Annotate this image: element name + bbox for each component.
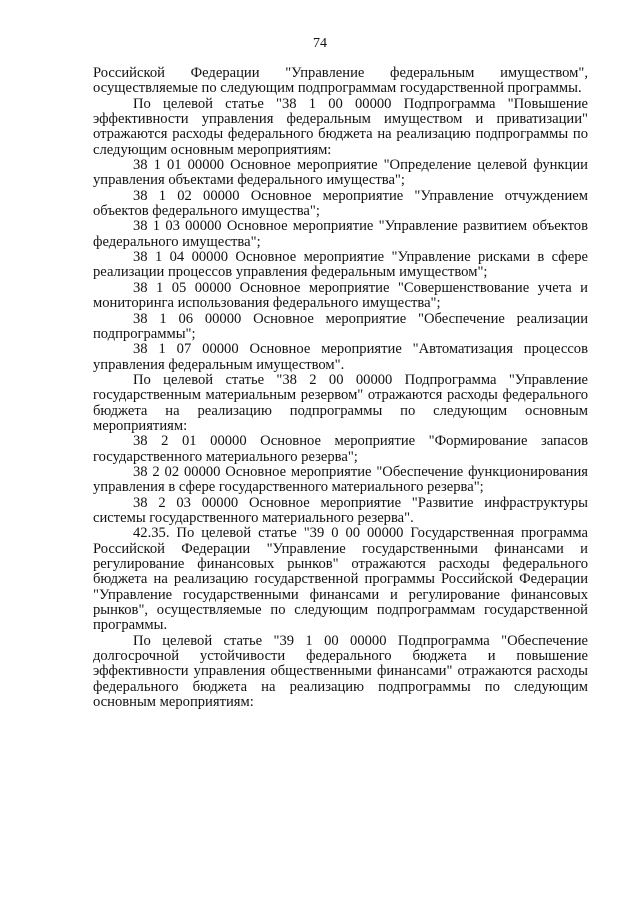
paragraph: 38 2 01 00000 Основное мероприятие "Формирование запасов государственного материального резерва"; <box>93 433 588 465</box>
paragraph: 38 1 06 00000 Основное мероприятие "Обеспечение реализации подпрограммы"; <box>93 310 588 342</box>
document-body <box>93 66 588 710</box>
paragraph: По целевой статье "38 2 00 00000 Подпрограмма "Управление государственным материальным резервом" отражаются расходы федерального бюджета на реализацию подпрограммы по следующим основным мероприятиям: <box>93 371 588 434</box>
paragraph: По целевой статье "39 1 00 00000 Подпрограмма "Обеспечение долгосрочной устойчивости федерального бюджета и повышение эффективности управления общественными финансами" отражаются расходы федерального бюджета на реализацию подпрограммы по следующим основным мероприятиям: <box>93 632 588 711</box>
paragraph: 38 1 07 00000 Основное мероприятие "Автоматизация процессов управления федеральным имуществом". <box>93 341 588 373</box>
paragraph: 38 1 01 00000 Основное мероприятие "Определение целевой функции управления объектами федерального имущества"; <box>93 157 588 189</box>
paragraph: 38 1 02 00000 Основное мероприятие "Управление отчуждением объектов федерального имущества"; <box>93 187 588 220</box>
paragraph: 42.35. По целевой статье "39 0 00 00000 Государственная программа Российской Федерации "Управление государственными финансами и регулирование финансовых рынков" отражаются расходы федерального бюджета на реализацию государственной программы Российской Федерации "Управление государственными финансами и регулирование финансовых рынков", осуществляемые по следующим подпрограммам государственной программы. <box>93 525 588 634</box>
paragraph: 38 1 04 00000 Основное мероприятие "Управление рисками в сфере реализации процессов управления федеральным имуществом"; <box>93 249 588 281</box>
paragraph: 38 2 03 00000 Основное мероприятие "Развитие инфраструктуры системы государственного материального резерва". <box>93 494 588 526</box>
paragraph: По целевой статье "38 1 00 00000 Подпрограмма "Повышение эффективности управления федеральным имуществом и приватизации" отражаются расходы федерального бюджета на реализацию подпрограммы по следующим основным мероприятиям: <box>93 95 588 158</box>
paragraph: 38 1 05 00000 Основное мероприятие "Совершенствование учета и мониторинга использования федерального имущества"; <box>93 279 588 312</box>
paragraph: 38 2 02 00000 Основное мероприятие "Обеспечение функционирования управления в сфере государственного материального резерва"; <box>93 463 588 496</box>
page-number: 74 <box>313 36 327 51</box>
paragraph: Российской Федерации "Управление федеральным имуществом", осуществляемые по следующим подпрограммам государственной программы. <box>93 65 588 97</box>
paragraph: 38 1 03 00000 Основное мероприятие "Управление развитием объектов федерального имущества"; <box>93 218 588 250</box>
